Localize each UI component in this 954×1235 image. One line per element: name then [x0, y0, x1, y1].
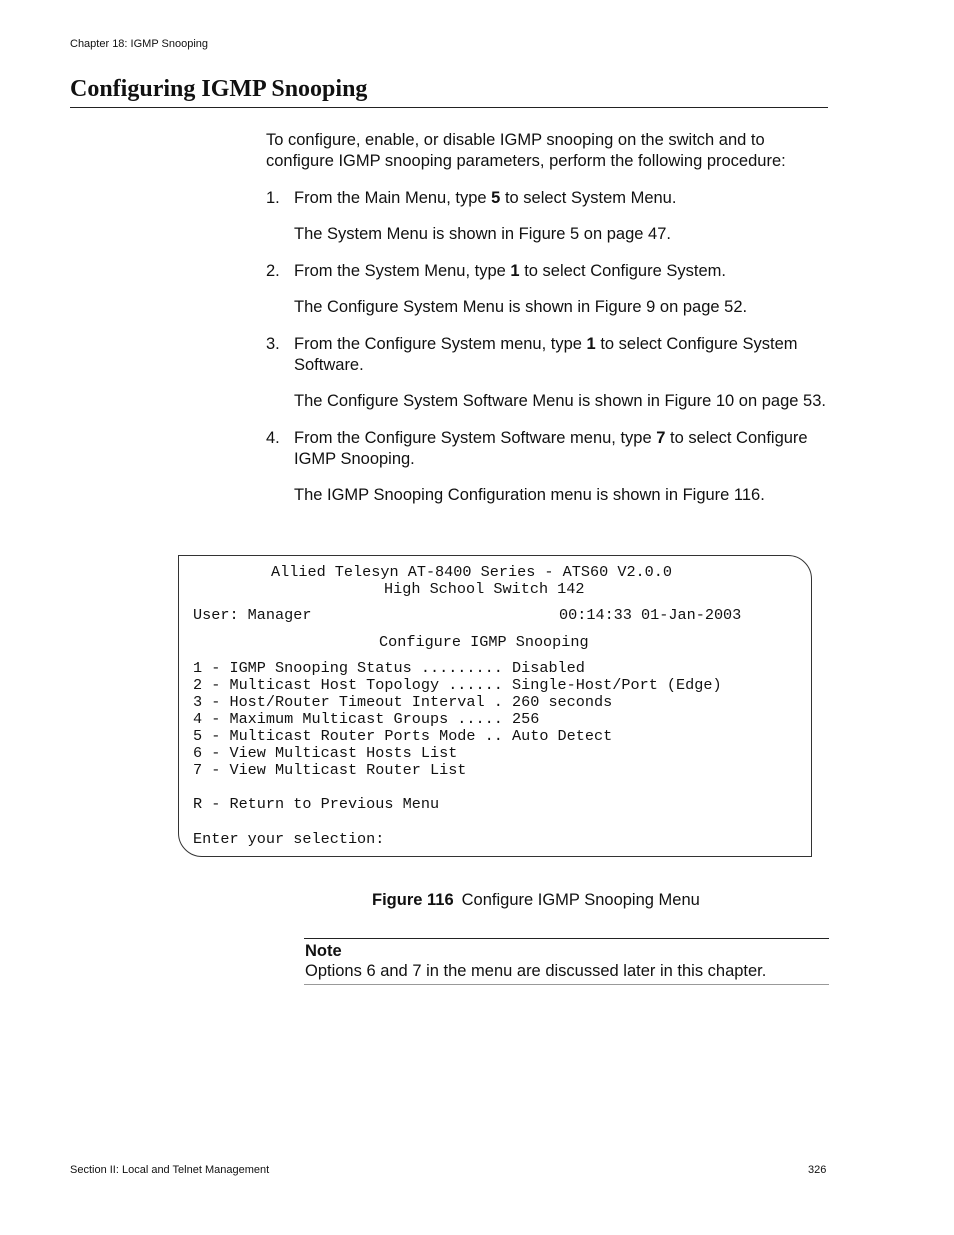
- step-text: to select Configure System Software.: [294, 335, 798, 374]
- step-4: [266, 428, 836, 470]
- console-switch-name: High School Switch 142: [384, 580, 585, 598]
- step-text: to select System Menu.: [500, 189, 677, 207]
- step-key: 1: [586, 335, 596, 353]
- step-text: to select Configure System.: [519, 262, 726, 280]
- step-key: 1: [510, 262, 520, 280]
- note-text: Options 6 and 7 in the menu are discussed later in this chapter.: [305, 962, 767, 980]
- step-text: From the Configure System menu, type: [294, 335, 587, 353]
- console-menu-option: 5 - Multicast Router Ports Mode .. Auto Detect: [193, 727, 613, 745]
- console-menu-option: 1 - IGMP Snooping Status ......... Disabled: [193, 659, 585, 677]
- console-menu-option: 6 - View Multicast Hosts List: [193, 744, 458, 762]
- procedure-body: [266, 130, 836, 522]
- page-number: 326: [808, 1164, 827, 1176]
- step-3-note: The Configure System Software Menu is shown in Figure 10 on page 53.: [294, 392, 826, 410]
- console-prompt: Enter your selection:: [193, 830, 385, 848]
- step-text: From the System Menu, type: [294, 262, 511, 280]
- running-header: Chapter 18: IGMP Snooping: [70, 38, 208, 50]
- console-menu-option: 2 - Multicast Host Topology ...... Single-Host/Port (Edge): [193, 676, 722, 694]
- step-key: 5: [491, 189, 501, 207]
- step-2-note: The Configure System Menu is shown in Figure 9 on page 52.: [294, 298, 748, 316]
- step-text: From the Configure System Software menu, type: [294, 429, 657, 447]
- step-number: 1.: [266, 189, 280, 207]
- note-label: Note: [305, 942, 342, 960]
- console-user: User: Manager: [193, 606, 312, 624]
- figure-number: Figure 116: [372, 891, 454, 909]
- step-number: 3.: [266, 335, 280, 353]
- step-number: 2.: [266, 262, 280, 280]
- step-4-note: The IGMP Snooping Configuration menu is shown in Figure 116.: [294, 486, 765, 504]
- step-text: to select Configure IGMP Snooping.: [294, 429, 808, 468]
- step-number: 4.: [266, 429, 280, 447]
- console-screen-figure: [178, 555, 812, 857]
- step-2: [266, 261, 836, 282]
- step-3: [266, 334, 836, 376]
- console-menu-title: Configure IGMP Snooping: [379, 633, 589, 651]
- console-menu-option: 3 - Host/Router Timeout Interval . 260 seconds: [193, 693, 613, 711]
- figure-caption: [372, 891, 700, 910]
- footer-section: Section II: Local and Telnet Management: [70, 1164, 270, 1176]
- console-header-line: Allied Telesyn AT-8400 Series - ATS60 V2.0.0: [271, 563, 673, 581]
- step-text: From the Main Menu, type: [294, 189, 492, 207]
- page-title: Configuring IGMP Snooping: [70, 76, 828, 108]
- console-menu-option: 7 - View Multicast Router List: [193, 761, 467, 779]
- step-key: 7: [656, 429, 666, 447]
- console-return-option: R - Return to Previous Menu: [193, 795, 440, 813]
- step-1-note: The System Menu is shown in Figure 5 on page 47.: [294, 225, 671, 243]
- intro-paragraph: To configure, enable, or disable IGMP snooping on the switch and to configure IGMP snooping parameters, perform the following procedure:: [266, 131, 786, 170]
- note-box: [304, 938, 829, 985]
- step-1: [266, 188, 836, 209]
- figure-title: Configure IGMP Snooping Menu: [461, 891, 700, 909]
- console-timestamp: 00:14:33 01-Jan-2003: [559, 606, 742, 624]
- console-menu-option: 4 - Maximum Multicast Groups ..... 256: [193, 710, 540, 728]
